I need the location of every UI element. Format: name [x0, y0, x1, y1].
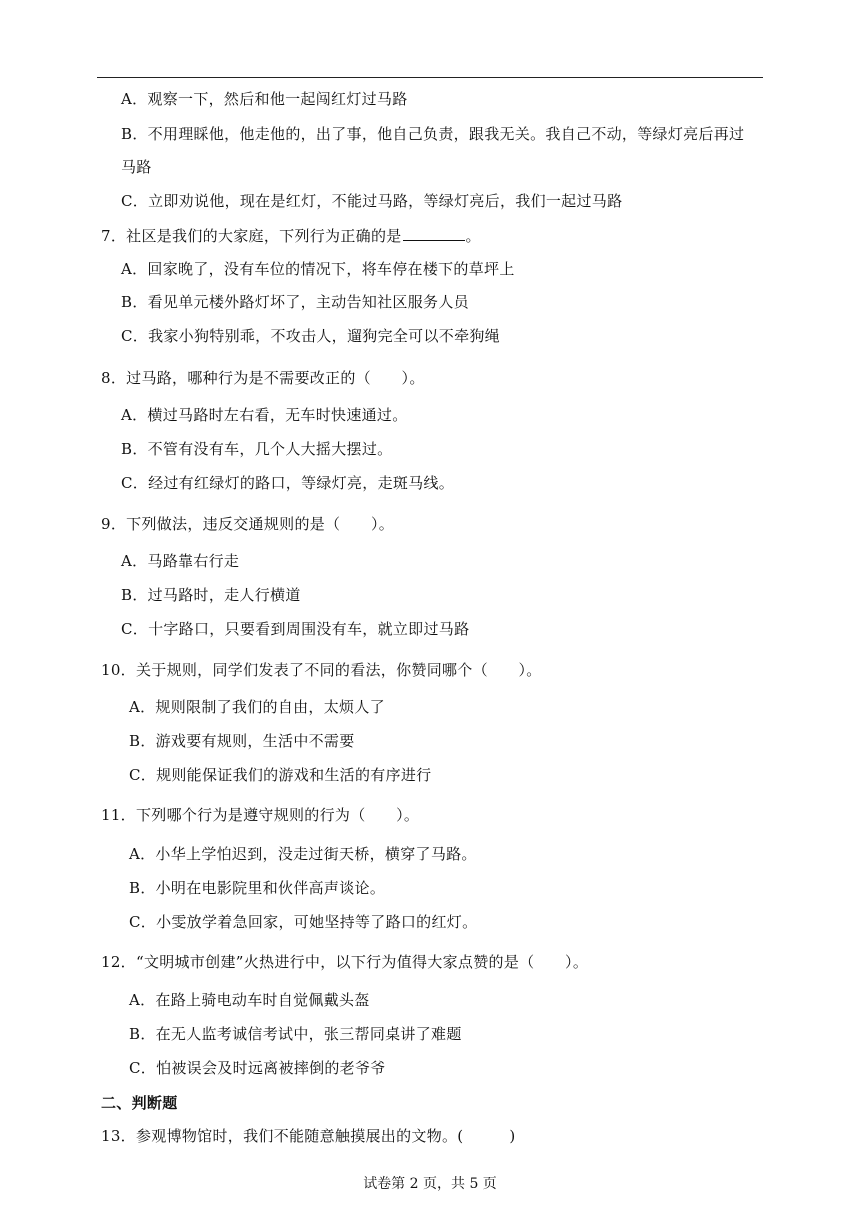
q13-stem: 13．参观博物馆时，我们不能随意触摸展出的文物。( ) [101, 1127, 516, 1145]
q9-option-b: B．过马路时，走人行横道 [121, 586, 301, 604]
q6-option-b: B．不用理睬他，他走他的，出了事，他自己负责，跟我无关。我自己不动，等绿灯亮后再过 [121, 125, 745, 143]
q9-option-a: A．马路靠右行走 [121, 552, 240, 570]
q12-option-a: A．在路上骑电动车时自觉佩戴头盔 [129, 991, 370, 1009]
q8-stem: 8．过马路，哪种行为是不需要改正的（ ）。 [101, 369, 425, 387]
q8-option-b: B．不管有没有车，几个人大摇大摆过。 [121, 440, 393, 458]
q10-option-a: A．规则限制了我们的自由，太烦人了 [129, 698, 385, 716]
q10-stem: 10．关于规则，同学们发表了不同的看法，你赞同哪个（ ）。 [101, 661, 542, 679]
q7-option-a: A．回家晚了，没有车位的情况下，将车停在楼下的草坪上 [121, 260, 515, 278]
q6-option-b-continued: 马路 [121, 158, 152, 176]
q9-stem: 9．下列做法，违反交通规则的是（ ）。 [101, 515, 395, 533]
q7-stem-end: 。 [465, 227, 481, 245]
q6-option-a: A．观察一下，然后和他一起闯红灯过马路 [121, 90, 408, 108]
q9-option-c: C．十字路口，只要看到周围没有车，就立即过马路 [121, 620, 470, 638]
q10-option-b: B．游戏要有规则，生活中不需要 [129, 732, 355, 750]
q7-answer-blank[interactable] [403, 226, 465, 241]
q7-option-c: C．我家小狗特别乖，不攻击人，遛狗完全可以不牵狗绳 [121, 327, 500, 345]
q12-option-c: C．怕被误会及时远离被摔倒的老爷爷 [129, 1059, 386, 1077]
q12-option-b: B．在无人监考诚信考试中，张三帮同桌讲了难题 [129, 1025, 462, 1043]
q11-stem: 11．下列哪个行为是遵守规则的行为（ ）。 [101, 806, 420, 824]
header-rule [97, 77, 763, 78]
q7-stem [101, 226, 481, 246]
section-heading-judgment: 二、判断题 [101, 1094, 178, 1112]
q8-option-c: C．经过有红绿灯的路口，等绿灯亮，走斑马线。 [121, 474, 455, 492]
page-footer: 试卷第 2 页，共 5 页 [363, 1176, 497, 1192]
q7-stem-text: 7．社区是我们的大家庭，下列行为正确的是 [101, 227, 402, 245]
q12-stem: 12．“文明城市创建”火热进行中，以下行为值得大家点赞的是（ ）。 [101, 953, 589, 971]
q8-option-a: A．横过马路时左右看，无车时快速通过。 [121, 406, 408, 424]
q6-option-c: C．立即劝说他，现在是红灯，不能过马路，等绿灯亮后，我们一起过马路 [121, 192, 623, 210]
q7-option-b: B．看见单元楼外路灯坏了，主动告知社区服务人员 [121, 293, 469, 311]
q11-option-c: C．小雯放学着急回家，可她坚持等了路口的红灯。 [129, 913, 478, 931]
q11-option-a: A．小华上学怕迟到，没走过街天桥，横穿了马路。 [129, 845, 477, 863]
q11-option-b: B．小明在电影院里和伙伴高声谈论。 [129, 879, 386, 897]
q10-option-c: C．规则能保证我们的游戏和生活的有序进行 [129, 766, 432, 784]
